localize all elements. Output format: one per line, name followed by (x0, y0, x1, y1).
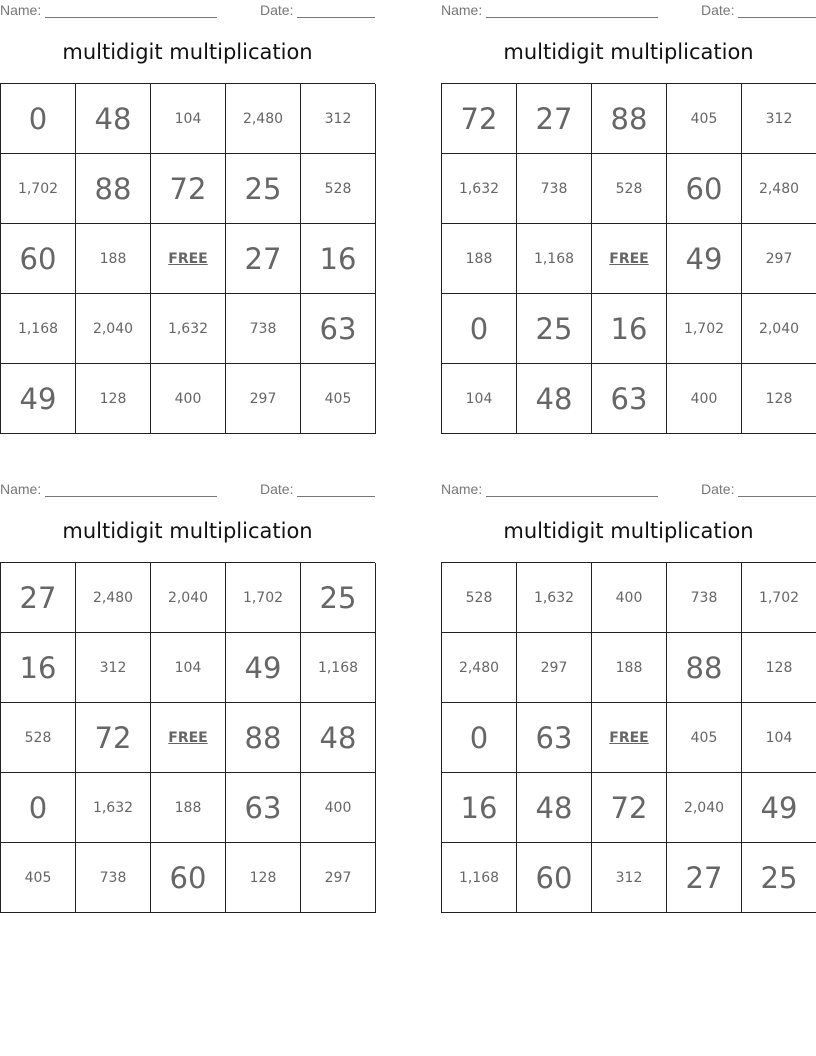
grid-cell: 2,040 (76, 294, 151, 364)
grid-cell: 48 (517, 773, 592, 843)
grid-cell: FREE (592, 224, 667, 294)
grid-cell: 1,168 (301, 633, 376, 703)
grid-cell: 312 (592, 843, 667, 913)
name-field (441, 481, 658, 497)
grid-cell: 1,702 (742, 563, 816, 633)
date-field (260, 481, 375, 497)
date-blank-line (738, 4, 816, 18)
grid-cell: 405 (667, 703, 742, 773)
header-fields (441, 479, 816, 499)
grid-cell: 528 (301, 154, 376, 224)
bingo-grid (0, 83, 375, 434)
grid-cell: 188 (76, 224, 151, 294)
grid-cell: 0 (1, 84, 76, 154)
grid-cell: 16 (592, 294, 667, 364)
grid-cell: 49 (1, 364, 76, 434)
grid-cell: 2,480 (226, 84, 301, 154)
grid-cell: 88 (592, 84, 667, 154)
grid-cell: 405 (301, 364, 376, 434)
grid-cell: 63 (592, 364, 667, 434)
grid-cell: 1,168 (1, 294, 76, 364)
grid-cell: 528 (1, 703, 76, 773)
grid-cell: 2,480 (442, 633, 517, 703)
grid-cell: 27 (667, 843, 742, 913)
name-blank-line (486, 4, 658, 18)
grid-cell: 72 (592, 773, 667, 843)
grid-cell: 528 (592, 154, 667, 224)
grid-cell: 49 (226, 633, 301, 703)
grid-cell: 1,702 (667, 294, 742, 364)
grid-cell: FREE (592, 703, 667, 773)
bingo-card (441, 0, 816, 434)
name-blank-line (45, 483, 217, 497)
grid-cell: 104 (151, 84, 226, 154)
grid-cell: 1,632 (151, 294, 226, 364)
grid-cell: 0 (442, 294, 517, 364)
grid-cell: 128 (742, 633, 816, 703)
grid-cell: 2,040 (667, 773, 742, 843)
grid-cell: 48 (517, 364, 592, 434)
date-label: Date: (260, 481, 294, 497)
grid-cell: 297 (742, 224, 816, 294)
grid-cell: 738 (76, 843, 151, 913)
grid-cell: 104 (742, 703, 816, 773)
bingo-grid (441, 562, 816, 913)
grid-cell: 72 (151, 154, 226, 224)
date-label: Date: (260, 2, 294, 18)
grid-cell: 25 (742, 843, 816, 913)
date-label: Date: (701, 2, 735, 18)
name-label: Name: (441, 481, 483, 497)
date-field (701, 481, 816, 497)
grid-cell: 400 (592, 563, 667, 633)
grid-cell: 1,168 (442, 843, 517, 913)
grid-cell: 60 (517, 843, 592, 913)
grid-cell: 25 (517, 294, 592, 364)
date-field (701, 2, 816, 18)
grid-cell: 2,040 (151, 563, 226, 633)
date-blank-line (297, 483, 375, 497)
grid-cell: 738 (226, 294, 301, 364)
grid-cell: 27 (517, 84, 592, 154)
name-field (0, 481, 217, 497)
grid-cell: 48 (301, 703, 376, 773)
name-label: Name: (0, 481, 42, 497)
bingo-grid (441, 83, 816, 434)
grid-cell: 72 (442, 84, 517, 154)
grid-cell: 0 (1, 773, 76, 843)
header-fields (441, 0, 816, 20)
grid-cell: 63 (226, 773, 301, 843)
grid-cell: 1,632 (517, 563, 592, 633)
card-title: multidigit multiplication (62, 40, 313, 64)
grid-cell: 297 (301, 843, 376, 913)
grid-cell: 405 (667, 84, 742, 154)
name-label: Name: (0, 2, 42, 18)
grid-cell: 128 (226, 843, 301, 913)
grid-cell: 1,632 (76, 773, 151, 843)
grid-cell: 400 (301, 773, 376, 843)
grid-cell: 104 (151, 633, 226, 703)
bingo-card (441, 479, 816, 913)
grid-cell: 27 (1, 563, 76, 633)
grid-cell: 405 (1, 843, 76, 913)
grid-cell: 25 (301, 563, 376, 633)
grid-cell: 297 (517, 633, 592, 703)
grid-cell: 188 (592, 633, 667, 703)
header-fields (0, 0, 375, 20)
grid-cell: 0 (442, 703, 517, 773)
grid-cell: 88 (76, 154, 151, 224)
grid-cell: 312 (76, 633, 151, 703)
grid-cell: 128 (742, 364, 816, 434)
grid-cell: 49 (742, 773, 816, 843)
grid-cell: 1,702 (226, 563, 301, 633)
grid-cell: 63 (301, 294, 376, 364)
grid-cell: 60 (1, 224, 76, 294)
grid-cell: 400 (151, 364, 226, 434)
grid-cell: 25 (226, 154, 301, 224)
grid-cell: 16 (301, 224, 376, 294)
name-field (441, 2, 658, 18)
grid-cell: 27 (226, 224, 301, 294)
grid-cell: 297 (226, 364, 301, 434)
grid-cell: 188 (442, 224, 517, 294)
grid-cell: 16 (442, 773, 517, 843)
date-label: Date: (701, 481, 735, 497)
grid-cell: FREE (151, 224, 226, 294)
grid-cell: 60 (667, 154, 742, 224)
grid-cell: 188 (151, 773, 226, 843)
grid-cell: 528 (442, 563, 517, 633)
grid-cell: 48 (76, 84, 151, 154)
name-field (0, 2, 217, 18)
grid-cell: 2,480 (742, 154, 816, 224)
date-blank-line (297, 4, 375, 18)
grid-cell: 63 (517, 703, 592, 773)
grid-cell: 738 (517, 154, 592, 224)
date-field (260, 2, 375, 18)
grid-cell: 1,632 (442, 154, 517, 224)
grid-cell: 312 (301, 84, 376, 154)
name-label: Name: (441, 2, 483, 18)
grid-cell: 128 (76, 364, 151, 434)
grid-cell: 88 (226, 703, 301, 773)
grid-cell: 16 (1, 633, 76, 703)
grid-cell: 104 (442, 364, 517, 434)
grid-cell: 738 (667, 563, 742, 633)
grid-cell: 60 (151, 843, 226, 913)
grid-cell: 2,480 (76, 563, 151, 633)
card-title: multidigit multiplication (62, 519, 313, 543)
grid-cell: 88 (667, 633, 742, 703)
grid-cell: 312 (742, 84, 816, 154)
grid-cell: 72 (76, 703, 151, 773)
grid-cell: 2,040 (742, 294, 816, 364)
name-blank-line (45, 4, 217, 18)
card-title: multidigit multiplication (503, 40, 754, 64)
grid-cell: 1,702 (1, 154, 76, 224)
bingo-card (0, 0, 375, 434)
bingo-card (0, 479, 375, 913)
grid-cell: 1,168 (517, 224, 592, 294)
header-fields (0, 479, 375, 499)
card-title: multidigit multiplication (503, 519, 754, 543)
grid-cell: FREE (151, 703, 226, 773)
bingo-grid (0, 562, 375, 913)
grid-cell: 400 (667, 364, 742, 434)
date-blank-line (738, 483, 816, 497)
grid-cell: 49 (667, 224, 742, 294)
name-blank-line (486, 483, 658, 497)
